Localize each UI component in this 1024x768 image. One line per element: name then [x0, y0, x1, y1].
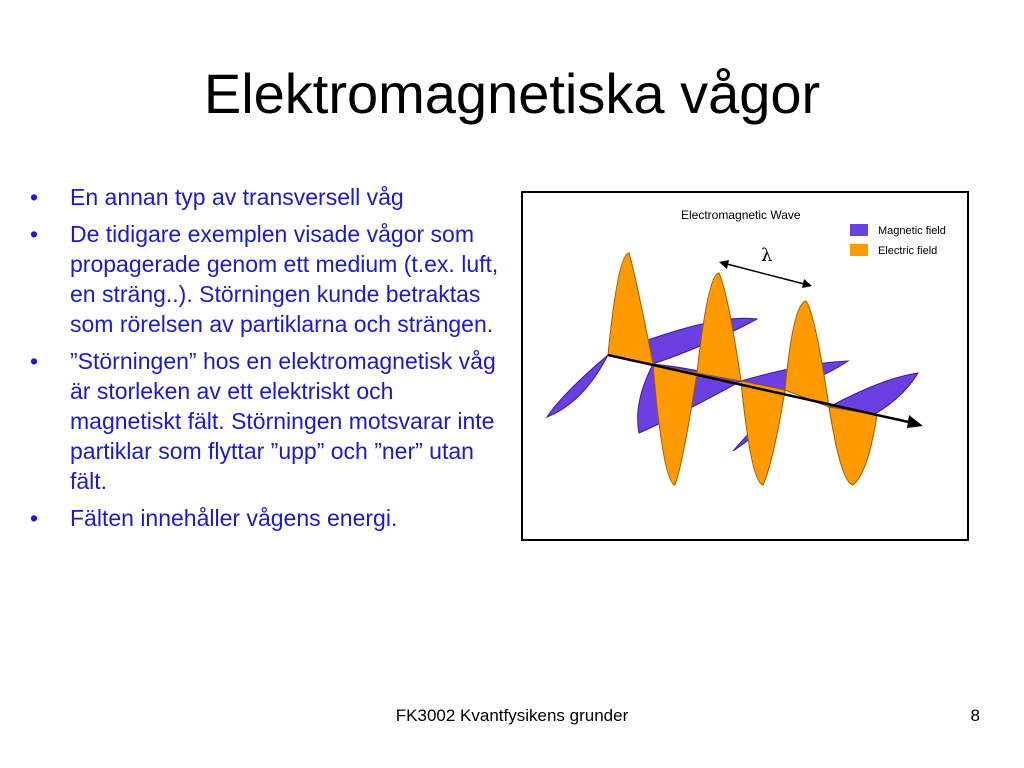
bullet-text: En annan typ av transversell våg: [70, 184, 404, 210]
bullet-item: [30, 182, 510, 212]
wavelength-arrowhead-icon: [802, 279, 812, 288]
bullet-item: [30, 346, 510, 496]
em-wave-diagram: [523, 193, 967, 539]
em-wave-figure: [521, 191, 969, 541]
page-number: 8: [970, 706, 980, 725]
electric-field: [608, 253, 877, 485]
bullet-dot: •: [30, 505, 39, 531]
magnetic-lobe: [547, 355, 608, 417]
legend-swatch-electric: [850, 244, 868, 256]
magnetic-lobe: [829, 373, 918, 415]
bullet-text: ”Störningen” hos en elektromagnetisk våg är storleken av ett elektriskt och magnetiskt fält. Störningen motsvarar inte partiklar som flyttar ”upp” och ”ner” utan fält.: [70, 348, 496, 494]
bullet-text: Fälten innehåller vågens energi.: [70, 505, 398, 531]
legend-swatch-magnetic: [850, 224, 868, 236]
wavelength-label: λ: [761, 245, 773, 266]
electric-lobe: [829, 407, 877, 485]
bullet-item: [30, 219, 510, 339]
wavelength-arrow: [723, 263, 808, 285]
bullet-text: De tidigare exemplen visade vågor som propagerade genom ett medium (t.ex. luft, en sträng..). Störningen kunde betraktas som rörelsen av partiklarna och strängen.: [70, 221, 499, 337]
slide-title: Elektromagnetiska vågor: [203, 62, 821, 125]
slide-footer: FK3002 Kvantfysikens grunder: [395, 706, 629, 725]
bullet-dot: •: [30, 348, 39, 374]
electric-lobe: [741, 381, 785, 485]
electric-lobe: [608, 253, 653, 364]
propagation-arrowhead-icon: [907, 415, 923, 428]
bullet-list: [30, 182, 510, 540]
electric-lobe: [785, 301, 829, 407]
electric-lobe: [653, 364, 697, 485]
legend-label-electric: Electric field: [878, 245, 938, 257]
wavelength-arrowhead-icon: [719, 260, 729, 269]
bullet-item: [30, 503, 510, 533]
figure-title: Electromagnetic Wave: [681, 208, 801, 222]
legend-label-magnetic: Magnetic field: [878, 225, 946, 237]
bullet-dot: •: [30, 221, 39, 247]
bullet-dot: •: [30, 184, 39, 210]
